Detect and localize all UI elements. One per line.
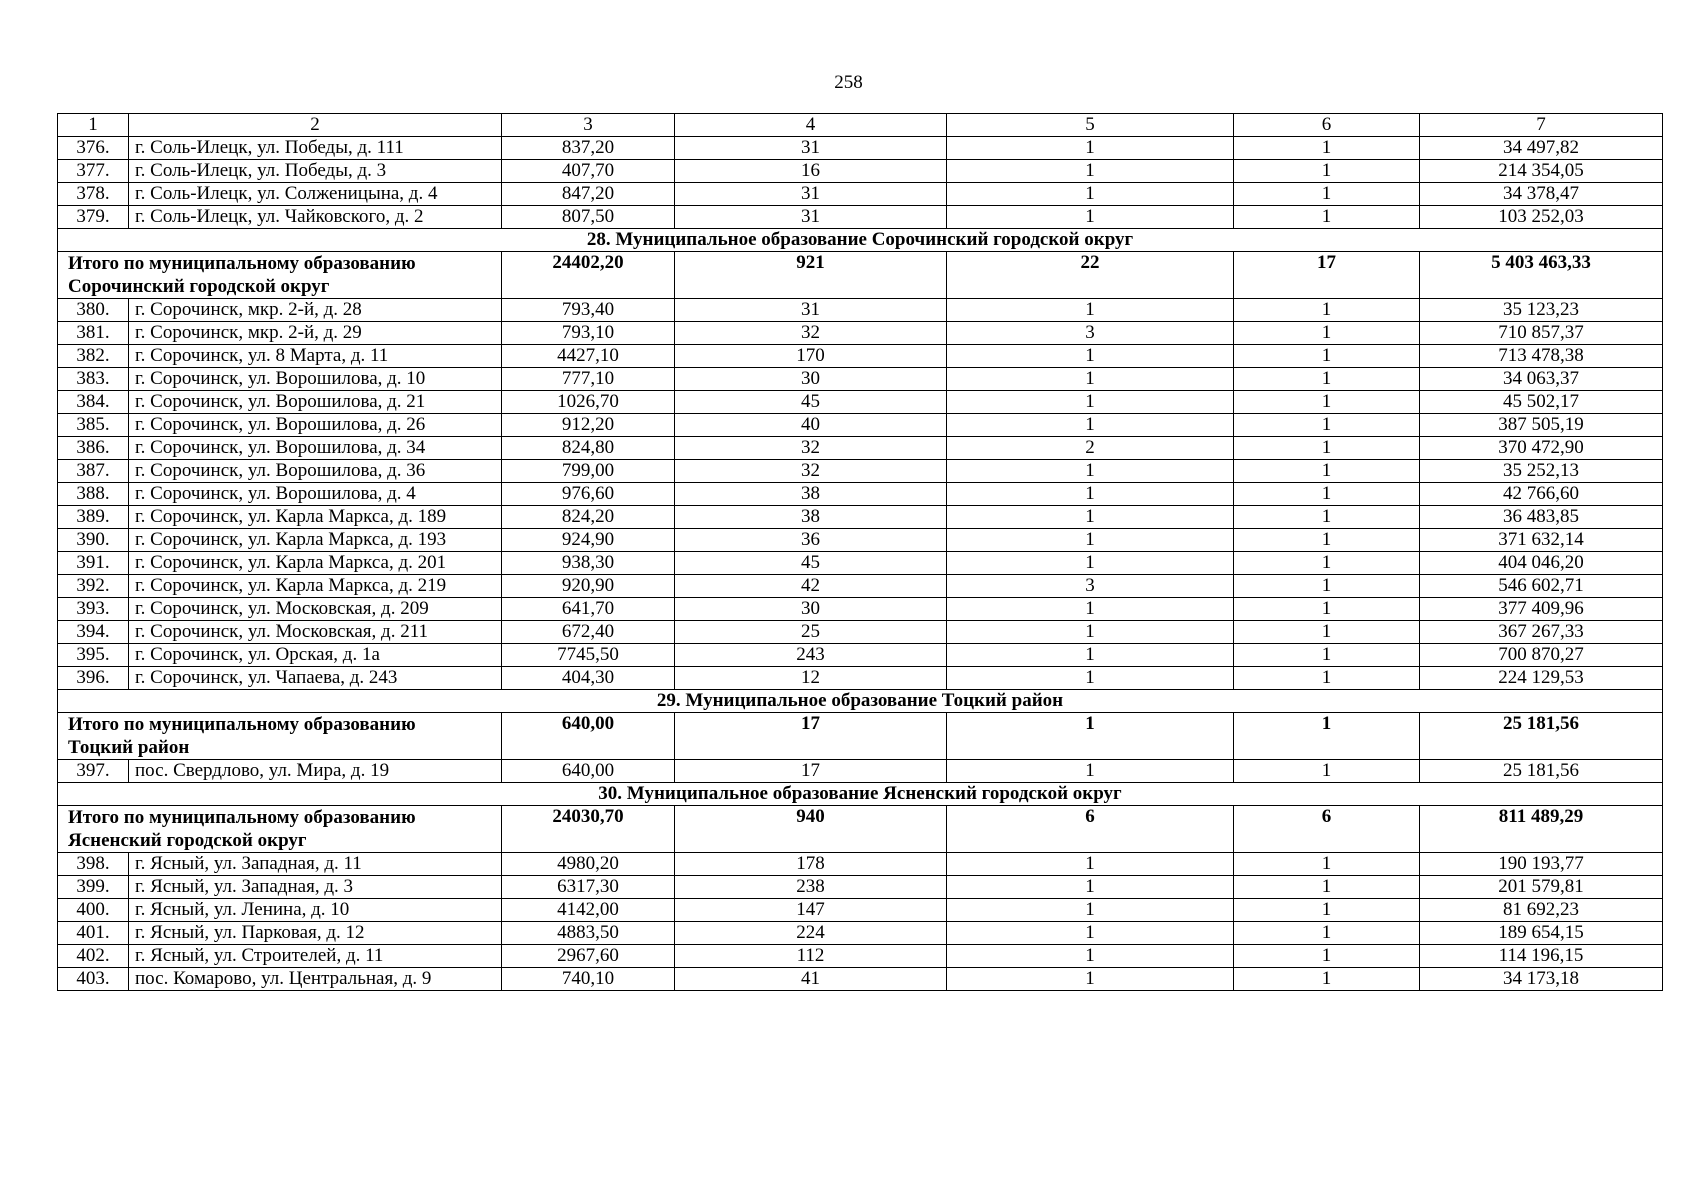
- column-header-row: [58, 114, 1663, 137]
- table-cell: 3: [947, 575, 1234, 598]
- table-cell: 1: [947, 345, 1234, 368]
- table-cell: 38: [675, 483, 947, 506]
- table-cell: 1: [947, 876, 1234, 899]
- table-cell: 17: [675, 760, 947, 783]
- table-cell: 1: [947, 760, 1234, 783]
- table-row: [58, 183, 1663, 206]
- table-cell: 1: [1234, 968, 1420, 991]
- table-cell: 31: [675, 206, 947, 229]
- table-cell: 387.: [58, 460, 129, 483]
- table-cell: 1: [1234, 552, 1420, 575]
- subtotal-value: 1: [947, 713, 1234, 760]
- table-cell: 387 505,19: [1420, 414, 1663, 437]
- table-cell: 112: [675, 945, 947, 968]
- table-cell: 1: [1234, 621, 1420, 644]
- table-row: [58, 437, 1663, 460]
- table-row: [58, 598, 1663, 621]
- table-cell: 38: [675, 506, 947, 529]
- table-cell: 6317,30: [502, 876, 675, 899]
- table-cell: 1: [1234, 183, 1420, 206]
- subtotal-label-line: Итого по муниципальному образованию: [68, 714, 416, 735]
- table-cell: 1: [947, 598, 1234, 621]
- table-cell: пос. Комарово, ул. Центральная, д. 9: [129, 968, 502, 991]
- table-cell: 189 654,15: [1420, 922, 1663, 945]
- table-cell: 1: [1234, 876, 1420, 899]
- table-cell: 103 252,03: [1420, 206, 1663, 229]
- table-cell: г. Сорочинск, ул. 8 Марта, д. 11: [129, 345, 502, 368]
- table-cell: 1: [947, 299, 1234, 322]
- table-cell: г. Соль-Илецк, ул. Солженицына, д. 4: [129, 183, 502, 206]
- table-row: [58, 160, 1663, 183]
- subtotal-row: [58, 806, 1663, 853]
- table-cell: 396.: [58, 667, 129, 690]
- section-header-row: [58, 783, 1663, 806]
- table-cell: 777,10: [502, 368, 675, 391]
- table-cell: г. Сорочинск, ул. Ворошилова, д. 26: [129, 414, 502, 437]
- table-cell: 938,30: [502, 552, 675, 575]
- table-cell: 740,10: [502, 968, 675, 991]
- table-cell: 1: [1234, 206, 1420, 229]
- table-row: [58, 552, 1663, 575]
- table-cell: 1: [947, 667, 1234, 690]
- table-cell: 1: [947, 460, 1234, 483]
- table-cell: г. Сорочинск, мкр. 2-й, д. 29: [129, 322, 502, 345]
- subtotal-label-line: Ясненский городской округ: [68, 830, 307, 851]
- subtotal-value: 6: [1234, 806, 1420, 853]
- subtotal-value: 25 181,56: [1420, 713, 1663, 760]
- table-cell: 404 046,20: [1420, 552, 1663, 575]
- table-cell: 1: [947, 183, 1234, 206]
- subtotal-value: 6: [947, 806, 1234, 853]
- table-cell: 1: [947, 922, 1234, 945]
- table-cell: 1: [1234, 460, 1420, 483]
- table-cell: 392.: [58, 575, 129, 598]
- table-cell: 377.: [58, 160, 129, 183]
- subtotal-value: 17: [1234, 252, 1420, 299]
- table-cell: 1: [947, 368, 1234, 391]
- table-row: [58, 460, 1663, 483]
- table-row: [58, 621, 1663, 644]
- table-cell: 1: [1234, 299, 1420, 322]
- table-cell: 1: [947, 968, 1234, 991]
- table-cell: 224 129,53: [1420, 667, 1663, 690]
- table-cell: 1: [947, 160, 1234, 183]
- table-cell: 377 409,96: [1420, 598, 1663, 621]
- table-cell: г. Сорочинск, мкр. 2-й, д. 28: [129, 299, 502, 322]
- table-cell: г. Ясный, ул. Строителей, д. 11: [129, 945, 502, 968]
- table-cell: 1: [947, 899, 1234, 922]
- table-cell: 1: [1234, 853, 1420, 876]
- table-cell: 34 378,47: [1420, 183, 1663, 206]
- table-cell: 25 181,56: [1420, 760, 1663, 783]
- table-cell: пос. Свердлово, ул. Мира, д. 19: [129, 760, 502, 783]
- table-cell: 1026,70: [502, 391, 675, 414]
- table-cell: 371 632,14: [1420, 529, 1663, 552]
- table-cell: 807,50: [502, 206, 675, 229]
- table-cell: 2967,60: [502, 945, 675, 968]
- table-cell: 32: [675, 322, 947, 345]
- table-cell: г. Сорочинск, ул. Карла Маркса, д. 219: [129, 575, 502, 598]
- table-cell: 713 478,38: [1420, 345, 1663, 368]
- table-cell: 1: [947, 483, 1234, 506]
- table-cell: 640,00: [502, 760, 675, 783]
- table-cell: г. Сорочинск, ул. Ворошилова, д. 4: [129, 483, 502, 506]
- table-cell: 546 602,71: [1420, 575, 1663, 598]
- table-cell: 1: [1234, 922, 1420, 945]
- table-cell: 1: [1234, 391, 1420, 414]
- table-cell: г. Сорочинск, ул. Карла Маркса, д. 189: [129, 506, 502, 529]
- table-cell: 1: [1234, 644, 1420, 667]
- table-body: [58, 114, 1663, 991]
- table-cell: 976,60: [502, 483, 675, 506]
- table-cell: 824,80: [502, 437, 675, 460]
- column-header: 1: [58, 114, 129, 137]
- subtotal-value: 22: [947, 252, 1234, 299]
- table-cell: 394.: [58, 621, 129, 644]
- table-cell: г. Сорочинск, ул. Ворошилова, д. 36: [129, 460, 502, 483]
- table-cell: 7745,50: [502, 644, 675, 667]
- table-cell: 190 193,77: [1420, 853, 1663, 876]
- table-cell: 382.: [58, 345, 129, 368]
- table-cell: 367 267,33: [1420, 621, 1663, 644]
- table-cell: 1: [1234, 575, 1420, 598]
- table-cell: 1: [947, 853, 1234, 876]
- section-header-row: [58, 690, 1663, 713]
- table-cell: г. Сорочинск, ул. Карла Маркса, д. 193: [129, 529, 502, 552]
- table-cell: 35 123,23: [1420, 299, 1663, 322]
- table-cell: г. Сорочинск, ул. Московская, д. 209: [129, 598, 502, 621]
- table-row: [58, 322, 1663, 345]
- table-cell: 383.: [58, 368, 129, 391]
- table-cell: 1: [1234, 137, 1420, 160]
- table-cell: 170: [675, 345, 947, 368]
- table-row: [58, 922, 1663, 945]
- table-cell: 398.: [58, 853, 129, 876]
- table-cell: 399.: [58, 876, 129, 899]
- table-cell: 386.: [58, 437, 129, 460]
- table-cell: 224: [675, 922, 947, 945]
- table-cell: 924,90: [502, 529, 675, 552]
- table-cell: 390.: [58, 529, 129, 552]
- table-cell: 45: [675, 391, 947, 414]
- table-cell: 847,20: [502, 183, 675, 206]
- table-cell: 42 766,60: [1420, 483, 1663, 506]
- table-row: [58, 876, 1663, 899]
- table-cell: 393.: [58, 598, 129, 621]
- subtotal-row: [58, 713, 1663, 760]
- table-cell: г. Соль-Илецк, ул. Победы, д. 3: [129, 160, 502, 183]
- table-cell: 402.: [58, 945, 129, 968]
- table-cell: 403.: [58, 968, 129, 991]
- table-cell: 1: [947, 529, 1234, 552]
- column-header: 5: [947, 114, 1234, 137]
- table-cell: 238: [675, 876, 947, 899]
- column-header: 7: [1420, 114, 1663, 137]
- table-cell: 710 857,37: [1420, 322, 1663, 345]
- table-cell: 384.: [58, 391, 129, 414]
- table-cell: г. Сорочинск, ул. Карла Маркса, д. 201: [129, 552, 502, 575]
- table-cell: 147: [675, 899, 947, 922]
- table-cell: г. Соль-Илецк, ул. Победы, д. 111: [129, 137, 502, 160]
- table-row: [58, 506, 1663, 529]
- table-cell: 1: [1234, 760, 1420, 783]
- table-cell: 793,40: [502, 299, 675, 322]
- table-cell: 401.: [58, 922, 129, 945]
- table-cell: г. Ясный, ул. Ленина, д. 10: [129, 899, 502, 922]
- table-cell: 4883,50: [502, 922, 675, 945]
- column-header: 4: [675, 114, 947, 137]
- table-cell: 400.: [58, 899, 129, 922]
- table-cell: 45 502,17: [1420, 391, 1663, 414]
- table-row: [58, 760, 1663, 783]
- table-cell: 31: [675, 183, 947, 206]
- table-cell: 824,20: [502, 506, 675, 529]
- table-cell: 376.: [58, 137, 129, 160]
- subtotal-label-line: Итого по муниципальному образованию: [68, 253, 416, 274]
- table-cell: 34 063,37: [1420, 368, 1663, 391]
- table-cell: 31: [675, 299, 947, 322]
- table-cell: 389.: [58, 506, 129, 529]
- table-row: [58, 945, 1663, 968]
- subtotal-value: 640,00: [502, 713, 675, 760]
- table-cell: 4427,10: [502, 345, 675, 368]
- table-cell: 81 692,23: [1420, 899, 1663, 922]
- table-cell: 700 870,27: [1420, 644, 1663, 667]
- subtotal-value: 24402,20: [502, 252, 675, 299]
- table-row: [58, 206, 1663, 229]
- table-cell: 1: [1234, 529, 1420, 552]
- table-cell: 1: [947, 945, 1234, 968]
- table-cell: 1: [1234, 437, 1420, 460]
- table-cell: 4980,20: [502, 853, 675, 876]
- table-cell: 404,30: [502, 667, 675, 690]
- subtotal-row: [58, 252, 1663, 299]
- section-title: 29. Муниципальное образование Тоцкий район: [58, 690, 1663, 713]
- column-header: 2: [129, 114, 502, 137]
- table-cell: 1: [1234, 667, 1420, 690]
- table-cell: 1: [1234, 160, 1420, 183]
- table-cell: 30: [675, 598, 947, 621]
- table-cell: 31: [675, 137, 947, 160]
- subtotal-label: [58, 252, 502, 299]
- table-cell: 641,70: [502, 598, 675, 621]
- table-cell: 178: [675, 853, 947, 876]
- table-row: [58, 644, 1663, 667]
- table-row: [58, 529, 1663, 552]
- table-row: [58, 137, 1663, 160]
- table-cell: 1: [947, 414, 1234, 437]
- table-cell: 672,40: [502, 621, 675, 644]
- table-cell: 793,10: [502, 322, 675, 345]
- table-cell: 388.: [58, 483, 129, 506]
- table-row: [58, 899, 1663, 922]
- table-cell: 381.: [58, 322, 129, 345]
- table-cell: 1: [947, 206, 1234, 229]
- table-cell: г. Ясный, ул. Западная, д. 11: [129, 853, 502, 876]
- table-cell: 1: [1234, 506, 1420, 529]
- table-cell: 379.: [58, 206, 129, 229]
- table-cell: 41: [675, 968, 947, 991]
- section-title: 30. Муниципальное образование Ясненский городской округ: [58, 783, 1663, 806]
- table-cell: 40: [675, 414, 947, 437]
- table-cell: 34 497,82: [1420, 137, 1663, 160]
- column-header: 6: [1234, 114, 1420, 137]
- table-cell: 1: [1234, 345, 1420, 368]
- subtotal-label-line: Тоцкий район: [68, 737, 190, 758]
- subtotal-label-line: Итого по муниципальному образованию: [68, 807, 416, 828]
- table-cell: 36 483,85: [1420, 506, 1663, 529]
- table-cell: 920,90: [502, 575, 675, 598]
- table-cell: 380.: [58, 299, 129, 322]
- table-cell: 397.: [58, 760, 129, 783]
- subtotal-label-line: Сорочинский городской округ: [68, 276, 330, 297]
- table-cell: 1: [1234, 945, 1420, 968]
- table-row: [58, 968, 1663, 991]
- table-cell: 1: [1234, 899, 1420, 922]
- table-cell: г. Сорочинск, ул. Чапаева, д. 243: [129, 667, 502, 690]
- table-cell: 1: [1234, 322, 1420, 345]
- table-cell: 391.: [58, 552, 129, 575]
- table-cell: 36: [675, 529, 947, 552]
- subtotal-label: [58, 713, 502, 760]
- table-cell: 1: [1234, 598, 1420, 621]
- table-cell: 34 173,18: [1420, 968, 1663, 991]
- table-row: [58, 299, 1663, 322]
- table-cell: 395.: [58, 644, 129, 667]
- table-cell: 1: [947, 644, 1234, 667]
- table-cell: 370 472,90: [1420, 437, 1663, 460]
- table-cell: 243: [675, 644, 947, 667]
- table-cell: 42: [675, 575, 947, 598]
- table-cell: 1: [947, 506, 1234, 529]
- table-cell: 30: [675, 368, 947, 391]
- table-row: [58, 391, 1663, 414]
- table-cell: 16: [675, 160, 947, 183]
- subtotal-value: 17: [675, 713, 947, 760]
- subtotal-value: 5 403 463,33: [1420, 252, 1663, 299]
- table-cell: 1: [947, 621, 1234, 644]
- table-cell: г. Сорочинск, ул. Ворошилова, д. 34: [129, 437, 502, 460]
- table-cell: 1: [1234, 368, 1420, 391]
- column-header: 3: [502, 114, 675, 137]
- table-cell: г. Сорочинск, ул. Орская, д. 1а: [129, 644, 502, 667]
- table-cell: 2: [947, 437, 1234, 460]
- table-cell: 32: [675, 437, 947, 460]
- table-cell: 912,20: [502, 414, 675, 437]
- table-cell: 4142,00: [502, 899, 675, 922]
- table-cell: 837,20: [502, 137, 675, 160]
- table-cell: г. Ясный, ул. Парковая, д. 12: [129, 922, 502, 945]
- subtotal-value: 940: [675, 806, 947, 853]
- table-cell: г. Сорочинск, ул. Московская, д. 211: [129, 621, 502, 644]
- table-cell: 3: [947, 322, 1234, 345]
- table-cell: 1: [1234, 483, 1420, 506]
- section-title: 28. Муниципальное образование Сорочинский городской округ: [58, 229, 1663, 252]
- subtotal-label: [58, 806, 502, 853]
- table-row: [58, 575, 1663, 598]
- table-cell: 1: [947, 391, 1234, 414]
- table-cell: г. Сорочинск, ул. Ворошилова, д. 10: [129, 368, 502, 391]
- table-cell: 1: [947, 552, 1234, 575]
- subtotal-value: 1: [1234, 713, 1420, 760]
- table-cell: 407,70: [502, 160, 675, 183]
- table-row: [58, 853, 1663, 876]
- table-cell: 35 252,13: [1420, 460, 1663, 483]
- section-header-row: [58, 229, 1663, 252]
- table-cell: 32: [675, 460, 947, 483]
- table-cell: 201 579,81: [1420, 876, 1663, 899]
- table-cell: 12: [675, 667, 947, 690]
- table-cell: 214 354,05: [1420, 160, 1663, 183]
- table-cell: 385.: [58, 414, 129, 437]
- table-cell: 1: [947, 137, 1234, 160]
- table-cell: 114 196,15: [1420, 945, 1663, 968]
- page-number: 258: [834, 72, 863, 93]
- subtotal-value: 811 489,29: [1420, 806, 1663, 853]
- table-cell: г. Ясный, ул. Западная, д. 3: [129, 876, 502, 899]
- table-row: [58, 667, 1663, 690]
- table-row: [58, 414, 1663, 437]
- table-cell: 45: [675, 552, 947, 575]
- table-cell: 25: [675, 621, 947, 644]
- table-row: [58, 368, 1663, 391]
- subtotal-value: 24030,70: [502, 806, 675, 853]
- table-cell: 799,00: [502, 460, 675, 483]
- data-table: [57, 113, 1663, 991]
- subtotal-value: 921: [675, 252, 947, 299]
- table-row: [58, 345, 1663, 368]
- table-cell: 1: [1234, 414, 1420, 437]
- table-cell: г. Соль-Илецк, ул. Чайковского, д. 2: [129, 206, 502, 229]
- table-cell: 378.: [58, 183, 129, 206]
- table-row: [58, 483, 1663, 506]
- table-cell: г. Сорочинск, ул. Ворошилова, д. 21: [129, 391, 502, 414]
